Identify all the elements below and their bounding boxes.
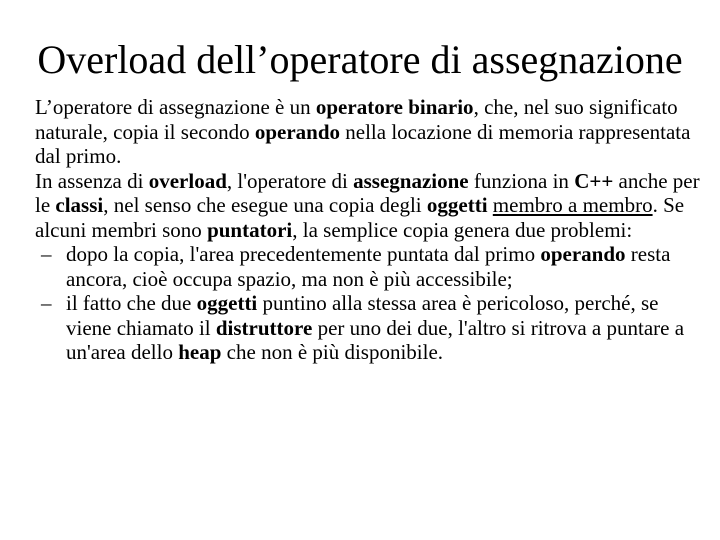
term-cpp: C++ (574, 168, 614, 193)
text-run: funziona in (468, 168, 575, 193)
term-puntatori: puntatori (207, 217, 293, 242)
sub-bullet-shared-area (35, 291, 705, 365)
term-operatore-binario: operatore binario (315, 95, 474, 119)
term-classi: classi (55, 193, 104, 217)
text-run: nella locazione di memoria rappresentata dal primo. (35, 119, 691, 168)
term-distruttore: distruttore (215, 315, 313, 340)
text-run: resta ancora, cioè occupa spazio, ma non è più accessibile; (66, 242, 671, 291)
text-run: In assenza di (35, 168, 149, 193)
sub-bullet-lost-memory (35, 242, 705, 291)
text-run: che non è più disponibile. (221, 340, 444, 364)
text-run: , che, nel suo significato naturale, copia il secondo (35, 95, 678, 144)
term-oggetti: oggetti (426, 193, 488, 217)
slide-body (35, 95, 705, 365)
paragraph-assignment-definition (35, 95, 705, 169)
text-run: , l'operatore di (226, 168, 354, 193)
term-membro-a-membro: membro a membro (492, 193, 653, 217)
text-run: anche per le (35, 168, 700, 217)
slide-title: Overload dell’operatore di assegnazione (37, 37, 683, 82)
term-assegnazione: assegnazione (353, 168, 469, 193)
dash-bullet: – (41, 242, 52, 266)
dash-bullet: – (41, 291, 52, 315)
paragraph-default-behavior (35, 169, 705, 243)
term-overload: overload (148, 168, 227, 193)
text-run: , la semplice copia genera due problemi: (292, 217, 633, 242)
text-run: per uno dei due, l'altro si ritrova a puntare a un'area dello (66, 315, 685, 364)
text-run: L’operatore di assegnazione è un (35, 95, 316, 119)
text-run: il fatto che due (66, 291, 197, 315)
text-run: dopo la copia, l'area precedentemente puntata dal primo (66, 242, 541, 266)
term-oggetti: oggetti (196, 291, 258, 315)
text-run: , nel senso che esegue una copia degli (103, 193, 427, 217)
term-operando: operando (540, 242, 626, 266)
term-operando: operando (254, 119, 341, 144)
text-run: . Se alcuni membri sono (35, 193, 685, 242)
text-run: puntino alla stessa area è pericoloso, perché, se viene chiamato il (66, 291, 659, 340)
term-heap: heap (178, 340, 222, 364)
